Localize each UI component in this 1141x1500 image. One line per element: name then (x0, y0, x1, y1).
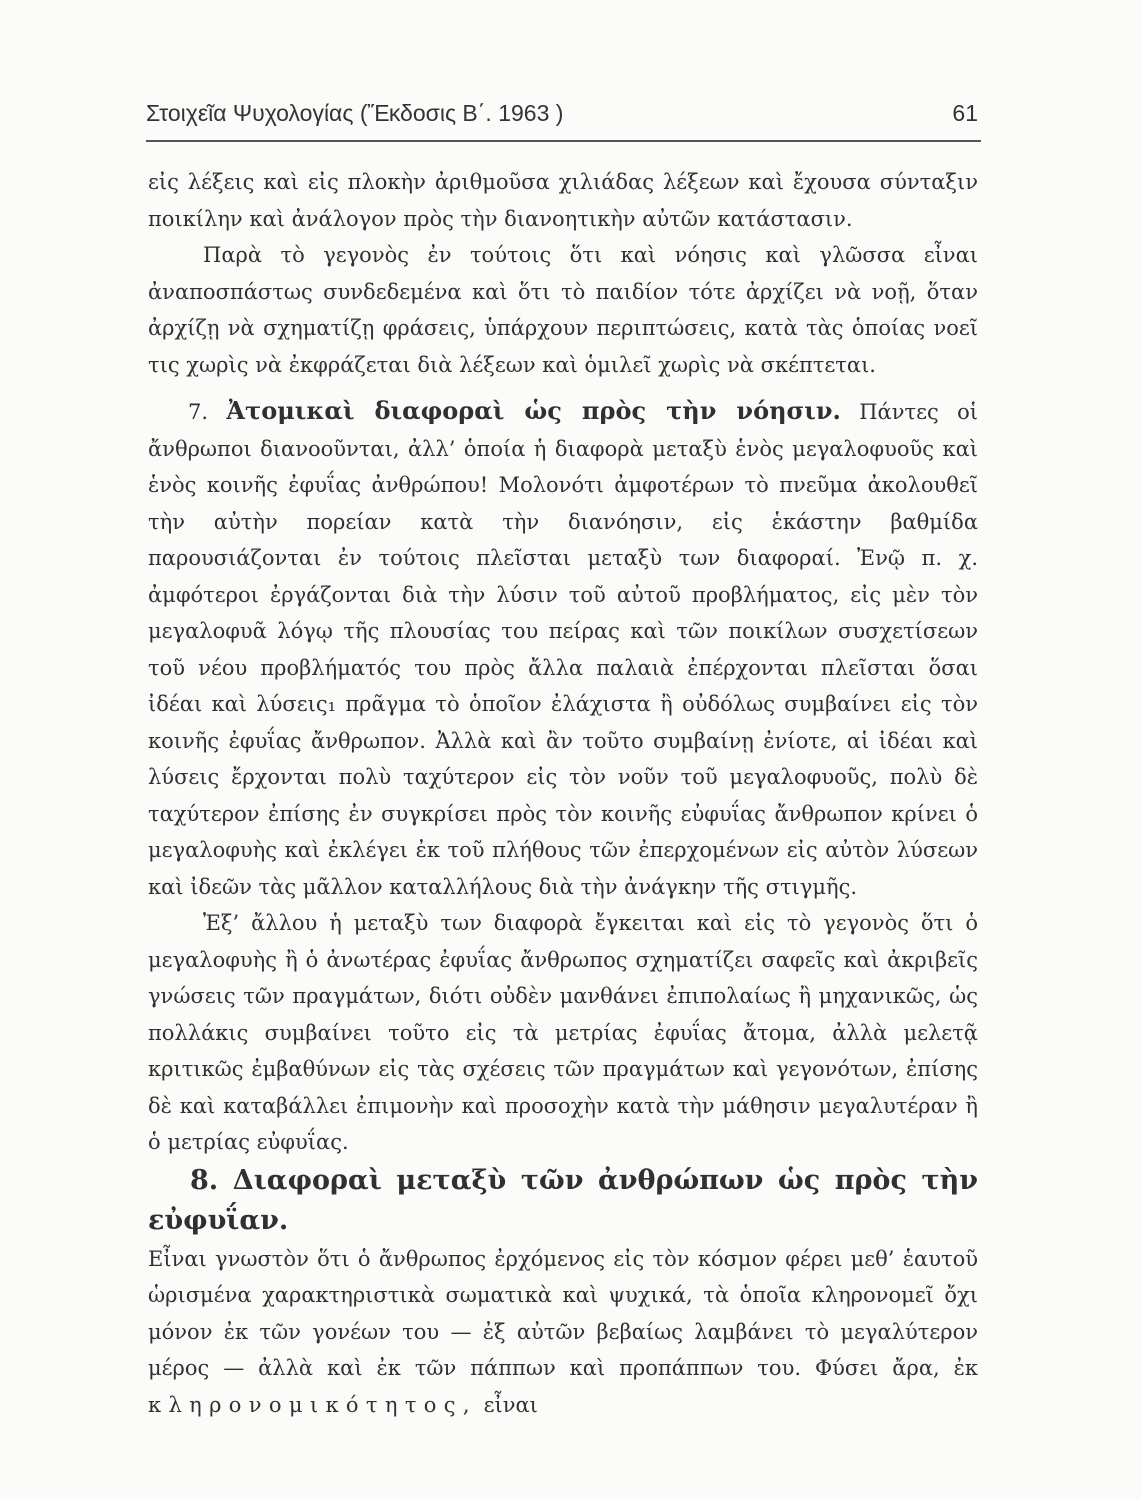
page-number: 61 (952, 100, 978, 126)
section-7 (148, 393, 978, 905)
section-7-heading: Ἀτομικαὶ διαφοραὶ ὡς πρὸς τὴν νόησιν. (226, 396, 841, 425)
page-body (148, 164, 978, 1423)
paragraph-continued: εἰς λέξεις καὶ εἰς πλοκὴν ἀριθμοῦσα χιλιάδας λέξεων καὶ ἔχουσα σύνταξιν ποικίλην καὶ ἀνάλογον πρὸς τὴν διανοητικὴν αὐτῶν κατάστασιν. (148, 170, 978, 231)
section-8-heading: 8. Διαφοραὶ μεταξὺ τῶν ἀνθρώπων ὡς πρὸς τὴν εὐφυΐαν. (148, 1164, 978, 1236)
running-title: Στοιχεῖα Ψυχολογίας (Ἔκδοσις Β΄. 1963 ) (146, 100, 564, 126)
section-7-text: Πάντες οἱ ἄνθρωποι διανοοῦνται, ἀλλ’ ὁποία ἡ διαφορὰ μεταξὺ ἑνὸς μεγαλοφυοῦς καὶ ἑνὸς κοινῆς ἐφυΐας ἀνθρώπου! Μολονότι ἀμφοτέρων τὸ πνεῦμα ἀκολουθεῖ τὴν αὐτὴν πορείαν κατὰ τὴν διανόησιν, εἰς ἑκάστην βαθμίδα παρουσιάζονται ἐν τούτοις πλεῖσται μεταξὺ των διαφοραί. Ἐνῷ π. χ. ἀμφότεροι ἐργάζονται διὰ τὴν λύσιν τοῦ αὐτοῦ προβλήματος, εἰς μὲν τὸν μεγαλοφυᾶ λόγῳ τῆς πλουσίας του πείρας καὶ τῶν ποικίλων συσχετίσεων τοῦ νέου προβλήματός του πρὸς ἄλλα παλαιὰ ἐπέρχονται πλεῖσται ὅσαι ἰδέαι καὶ λύσεις₁ πρᾶγμα τὸ ὁποῖον ἐλάχιστα ἢ οὐδόλως συμβαίνει εἰς τὸν κοινῆς ἐφυΐας ἄνθρωπον. Ἀλλὰ καὶ ἂν τοῦτο συμβαίνῃ ἐνίοτε, αἱ ἰδέαι καὶ λύσεις ἔρχονται πολὺ ταχύτερον εἰς τὸν νοῦν τοῦ μεγαλοφυοῦς, πολὺ δὲ ταχύτερον ἐπίσης ἐν συγκρίσει πρὸς τὸν κοινῆς εὐφυΐας ἄνθρωπον κρίνει ὁ μεγαλοφυὴς καὶ ἐκλέγει ἐκ τοῦ πλήθους τῶν ἐπερχομένων εἰς αὐτὸν λύσεων καὶ ἰδεῶν τὰς μᾶλλον καταλλήλους διὰ τὴν ἀνάγκην τῆς στιγμῆς. (148, 400, 978, 899)
paragraph-language-thought: Παρὰ τὸ γεγονὸς ἐν τούτοις ὅτι καὶ νόησις καὶ γλῶσσα εἶναι ἀναποσπάστως συνδεδεμένα καὶ ὅτι τὸ παιδίον τότε ἀρχίζει νὰ νοῇ, ὅταν ἀρχίζῃ νὰ σχηματίζῃ φράσεις, ὑπάρχουν περιπτώσεις, κατὰ τὰς ὁποίας νοεῖ τις χωρὶς νὰ ἐκφράζεται διὰ λέξεων καὶ ὁμιλεῖ χωρὶς νὰ σκέπτεται. (148, 243, 978, 377)
header-rule (146, 140, 981, 142)
section-7-number: 7. (188, 400, 209, 424)
section-8-text-b: εἶναι (483, 1392, 538, 1417)
section-8-text (148, 1241, 978, 1424)
section-8-text-a: Εἶναι γνωστὸν ὅτι ὁ ἄνθρωπος ἐρχόμενος εἰς τὸν κόσμον φέρει μεθ’ ἑαυτοῦ ὡρισμένα χαρακτηριστικὰ σωματικὰ καὶ ψυχικά, τὰ ὁποῖα κληρονομεῖ ὄχι μόνον ἐκ τῶν γονέων του — ἐξ αὐτῶν βεβαίως λαμβάνει τὸ μεγαλύτερον μέρος — ἀλλὰ καὶ ἐκ τῶν πάππων καὶ προπάππων του. Φύσει ἄρα, ἐκ (148, 1246, 978, 1380)
section-8-spaced-word: κληρονομικότητος, (148, 1392, 477, 1417)
page-header (146, 100, 978, 127)
paragraph-differences: Ἐξ’ ἄλλου ἡ μεταξὺ των διαφορὰ ἔγκειται καὶ εἰς τὸ γεγονὸς ὅτι ὁ μεγαλοφυὴς ἢ ὁ ἀνωτέρας ἐφυΐας ἄνθρωπος σχηματίζει σαφεῖς καὶ ἀκριβεῖς γνώσεις τῶν πραγμάτων, διότι οὐδὲν μανθάνει ἐπιπολαίως ἢ μηχανικῶς, ὡς πολλάκις συμβαίνει τοῦτο εἰς τὰ μετρίας ἐφυΐας ἄτομα, ἀλλὰ μελετᾷ κριτικῶς ἐμβαθύνων εἰς τὰς σχέσεις τῶν πραγμάτων καὶ γεγονότων, ἐπίσης δὲ καὶ καταβάλλει ἐπιμονὴν καὶ προσοχὴν κατὰ τὴν μάθησιν μεγαλυτέραν ἢ ὁ μετρίας εὐφυΐας. (148, 911, 978, 1154)
